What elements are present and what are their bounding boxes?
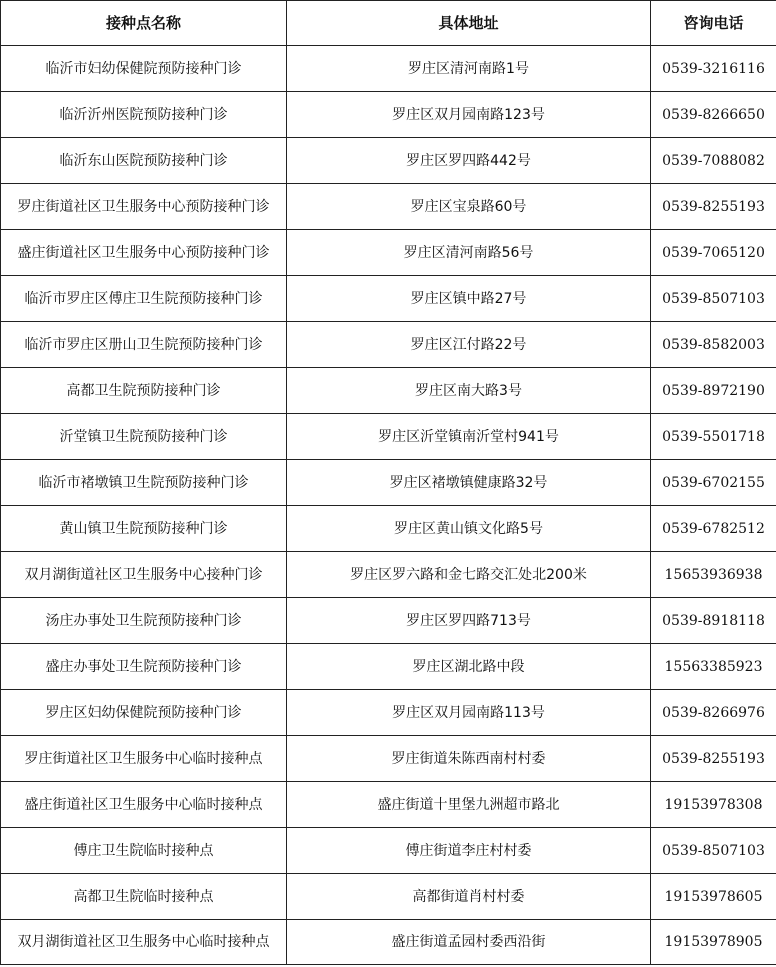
site-name-cell: 傅庄卫生院临时接种点: [1, 828, 287, 874]
table-row: [1, 460, 776, 506]
address-cell: 罗庄区褚墩镇健康路32号: [287, 460, 651, 506]
table-row: [1, 736, 776, 782]
table-row: [1, 276, 776, 322]
table-row: [1, 598, 776, 644]
site-name-cell: 沂堂镇卫生院预防接种门诊: [1, 414, 287, 460]
site-name-cell: 高都卫生院临时接种点: [1, 874, 287, 920]
phone-cell: 19153978308: [651, 782, 776, 828]
address-cell: 盛庄街道十里堡九洲超市路北: [287, 782, 651, 828]
table-row: [1, 920, 776, 965]
table-row: [1, 828, 776, 874]
address-cell: 高都街道肖村村委: [287, 874, 651, 920]
table-row: [1, 138, 776, 184]
site-name-cell: 临沂东山医院预防接种门诊: [1, 138, 287, 184]
phone-cell: 0539-8507103: [651, 276, 776, 322]
site-name-cell: 盛庄街道社区卫生服务中心临时接种点: [1, 782, 287, 828]
address-cell: 罗庄区双月园南路123号: [287, 92, 651, 138]
table-row: [1, 552, 776, 598]
header-address: 具体地址: [287, 1, 651, 46]
site-name-cell: 双月湖街道社区卫生服务中心接种门诊: [1, 552, 287, 598]
phone-cell: 0539-8972190: [651, 368, 776, 414]
table-row: [1, 230, 776, 276]
address-cell: 盛庄街道孟园村委西沿街: [287, 920, 651, 965]
phone-cell: 15563385923: [651, 644, 776, 690]
table-row: [1, 690, 776, 736]
phone-cell: 0539-6702155: [651, 460, 776, 506]
phone-cell: 0539-8507103: [651, 828, 776, 874]
site-name-cell: 黄山镇卫生院预防接种门诊: [1, 506, 287, 552]
table-row: [1, 644, 776, 690]
address-cell: 罗庄区湖北路中段: [287, 644, 651, 690]
address-cell: 傅庄街道李庄村村委: [287, 828, 651, 874]
header-phone: 咨询电话: [651, 1, 776, 46]
phone-cell: 0539-3216116: [651, 46, 776, 92]
site-name-cell: 双月湖街道社区卫生服务中心临时接种点: [1, 920, 287, 965]
site-name-cell: 罗庄街道社区卫生服务中心预防接种门诊: [1, 184, 287, 230]
site-name-cell: 罗庄街道社区卫生服务中心临时接种点: [1, 736, 287, 782]
site-name-cell: 罗庄区妇幼保健院预防接种门诊: [1, 690, 287, 736]
phone-cell: 0539-5501718: [651, 414, 776, 460]
table-row: [1, 184, 776, 230]
address-cell: 罗庄区镇中路27号: [287, 276, 651, 322]
table-row: [1, 782, 776, 828]
site-name-cell: 汤庄办事处卫生院预防接种门诊: [1, 598, 287, 644]
table-row: [1, 874, 776, 920]
table-row: [1, 322, 776, 368]
table-row: [1, 506, 776, 552]
table-row: [1, 92, 776, 138]
address-cell: 罗庄区江付路22号: [287, 322, 651, 368]
address-cell: 罗庄区罗四路713号: [287, 598, 651, 644]
address-cell: 罗庄区双月园南路113号: [287, 690, 651, 736]
address-cell: 罗庄区罗六路和金七路交汇处北200米: [287, 552, 651, 598]
phone-cell: 0539-8255193: [651, 736, 776, 782]
table-header-row: [1, 1, 776, 46]
phone-cell: 0539-8918118: [651, 598, 776, 644]
site-name-cell: 盛庄街道社区卫生服务中心预防接种门诊: [1, 230, 287, 276]
phone-cell: 0539-7065120: [651, 230, 776, 276]
header-site-name: 接种点名称: [1, 1, 287, 46]
table-row: [1, 46, 776, 92]
phone-cell: 19153978905: [651, 920, 776, 965]
phone-cell: 0539-8582003: [651, 322, 776, 368]
site-name-cell: 盛庄办事处卫生院预防接种门诊: [1, 644, 287, 690]
address-cell: 罗庄区宝泉路60号: [287, 184, 651, 230]
phone-cell: 0539-8255193: [651, 184, 776, 230]
phone-cell: 15653936938: [651, 552, 776, 598]
phone-cell: 0539-8266650: [651, 92, 776, 138]
address-cell: 罗庄街道朱陈西南村村委: [287, 736, 651, 782]
address-cell: 罗庄区清河南路1号: [287, 46, 651, 92]
site-name-cell: 临沂市罗庄区傅庄卫生院预防接种门诊: [1, 276, 287, 322]
table-row: [1, 414, 776, 460]
address-cell: 罗庄区沂堂镇南沂堂村941号: [287, 414, 651, 460]
address-cell: 罗庄区黄山镇文化路5号: [287, 506, 651, 552]
site-name-cell: 临沂市罗庄区册山卫生院预防接种门诊: [1, 322, 287, 368]
address-cell: 罗庄区罗四路442号: [287, 138, 651, 184]
site-name-cell: 临沂市妇幼保健院预防接种门诊: [1, 46, 287, 92]
table-row: [1, 368, 776, 414]
phone-cell: 0539-6782512: [651, 506, 776, 552]
phone-cell: 19153978605: [651, 874, 776, 920]
site-name-cell: 高都卫生院预防接种门诊: [1, 368, 287, 414]
phone-cell: 0539-7088082: [651, 138, 776, 184]
address-cell: 罗庄区南大路3号: [287, 368, 651, 414]
table-body: [1, 46, 776, 965]
phone-cell: 0539-8266976: [651, 690, 776, 736]
site-name-cell: 临沂沂州医院预防接种门诊: [1, 92, 287, 138]
site-name-cell: 临沂市褚墩镇卫生院预防接种门诊: [1, 460, 287, 506]
address-cell: 罗庄区清河南路56号: [287, 230, 651, 276]
